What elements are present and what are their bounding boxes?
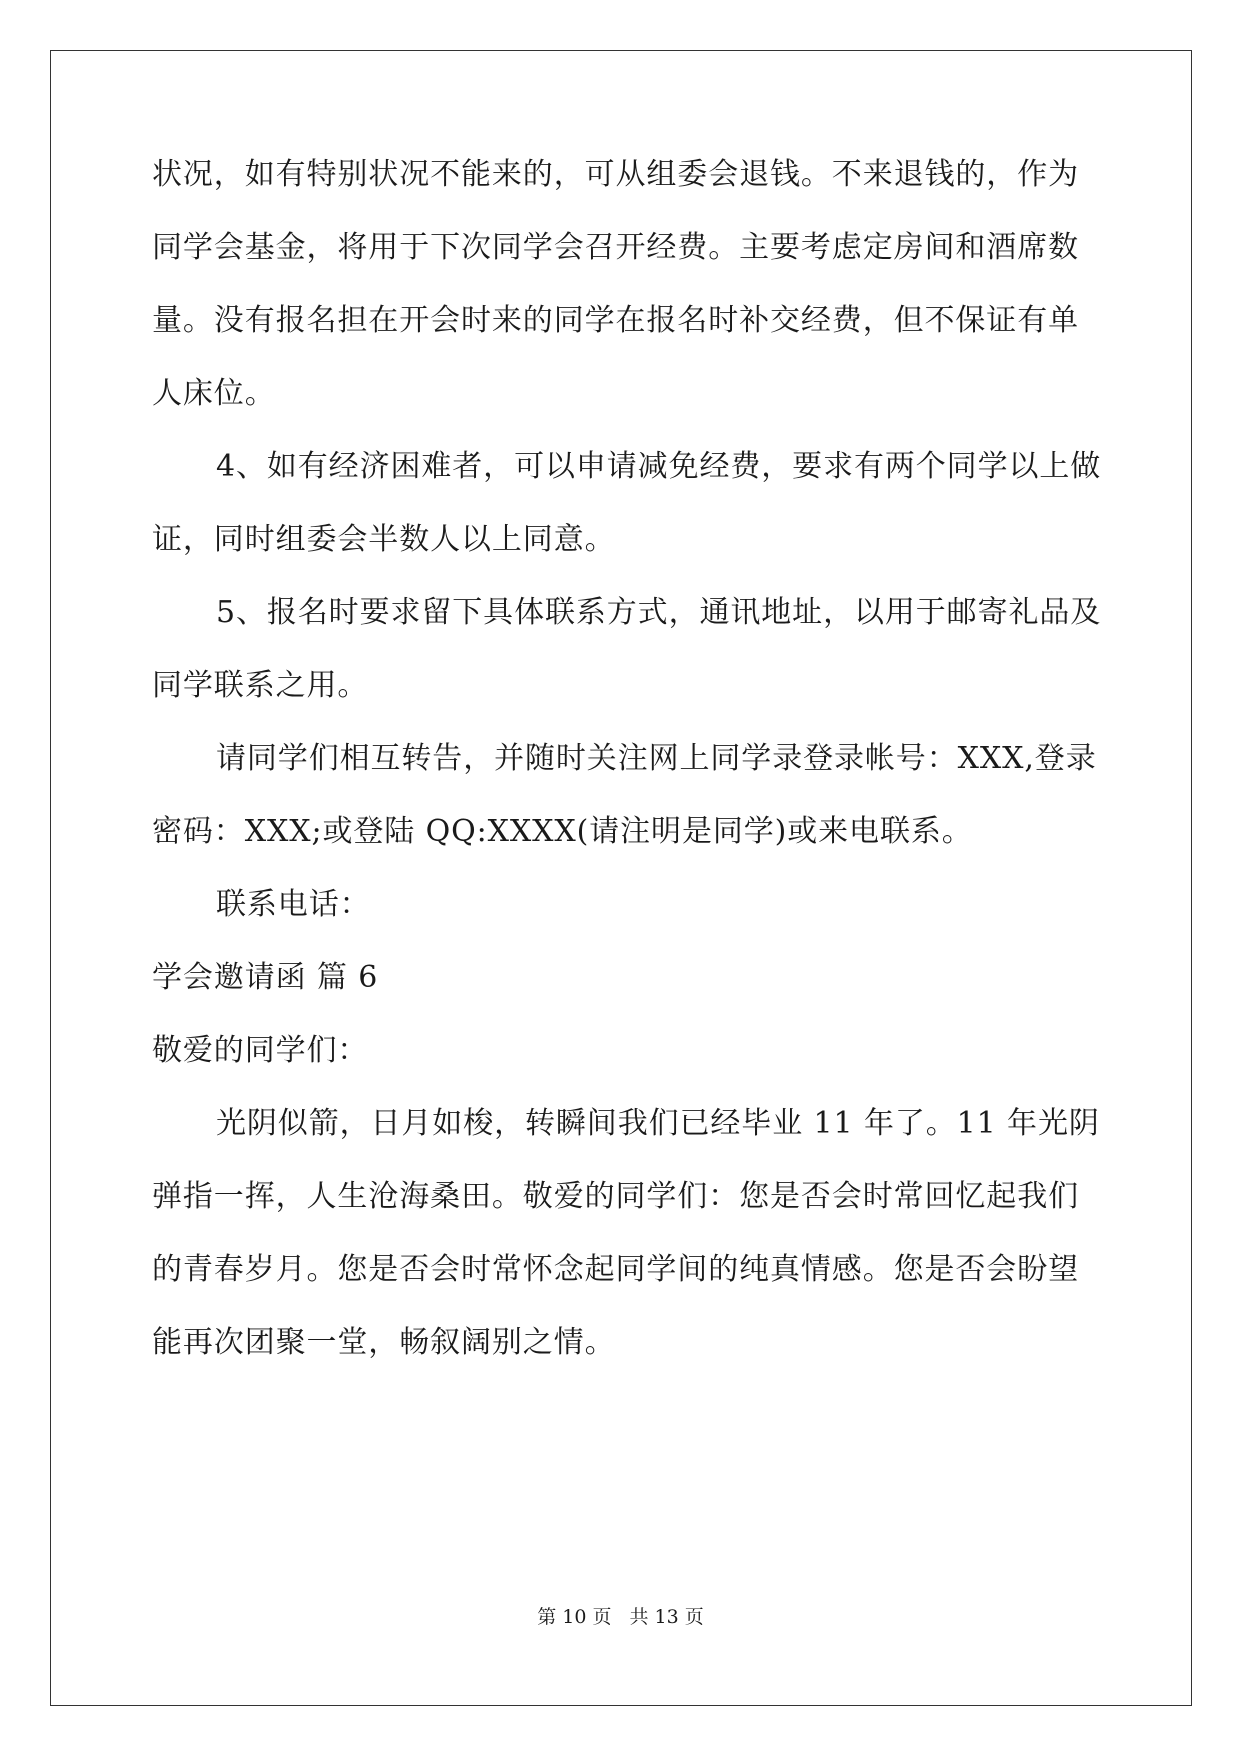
paragraph-line: 量。没有报名担在开会时来的同学在报名时补交经费，但不保证有单	[152, 303, 1079, 338]
paragraph-line: 能再次团聚一堂，畅叙阔别之情。	[152, 1325, 616, 1360]
total-pages: 共 13 页	[629, 1606, 704, 1628]
page-border	[50, 50, 1192, 1706]
section-heading: 学会邀请函 篇 6	[152, 960, 379, 995]
paragraph-line: 光阴似箭，日月如梭，转瞬间我们已经毕业 11 年了。11 年光阴	[216, 1106, 1100, 1141]
paragraph-line: 状况，如有特别状况不能来的，可从组委会退钱。不来退钱的，作为	[152, 157, 1079, 192]
paragraph-line: 4、如有经济困难者，可以申请减免经费，要求有两个同学以上做	[216, 449, 1102, 484]
paragraph-line: 人床位。	[152, 376, 276, 411]
paragraph-line: 密码：XXX;或登陆 QQ:XXXX(请注明是同学)或来电联系。	[152, 814, 973, 849]
current-page-number: 第 10 页	[537, 1606, 612, 1628]
contact-phone-label: 联系电话：	[216, 887, 371, 922]
salutation: 敬爱的同学们：	[152, 1033, 369, 1068]
paragraph-line: 的青春岁月。您是否会时常怀念起同学间的纯真情感。您是否会盼望	[152, 1252, 1079, 1287]
paragraph-line: 5、报名时要求留下具体联系方式，通讯地址，以用于邮寄礼品及	[216, 595, 1102, 630]
paragraph-line: 同学会基金，将用于下次同学会召开经费。主要考虑定房间和酒席数	[152, 230, 1079, 265]
paragraph-line: 同学联系之用。	[152, 668, 369, 703]
paragraph-line: 证，同时组委会半数人以上同意。	[152, 522, 616, 557]
paragraph-line: 请同学们相互转告，并随时关注网上同学录登录帐号：XXX,登录	[216, 741, 1097, 776]
page-footer	[0, 1605, 1241, 1629]
paragraph-line: 弹指一挥，人生沧海桑田。敬爱的同学们：您是否会时常回忆起我们	[152, 1179, 1079, 1214]
